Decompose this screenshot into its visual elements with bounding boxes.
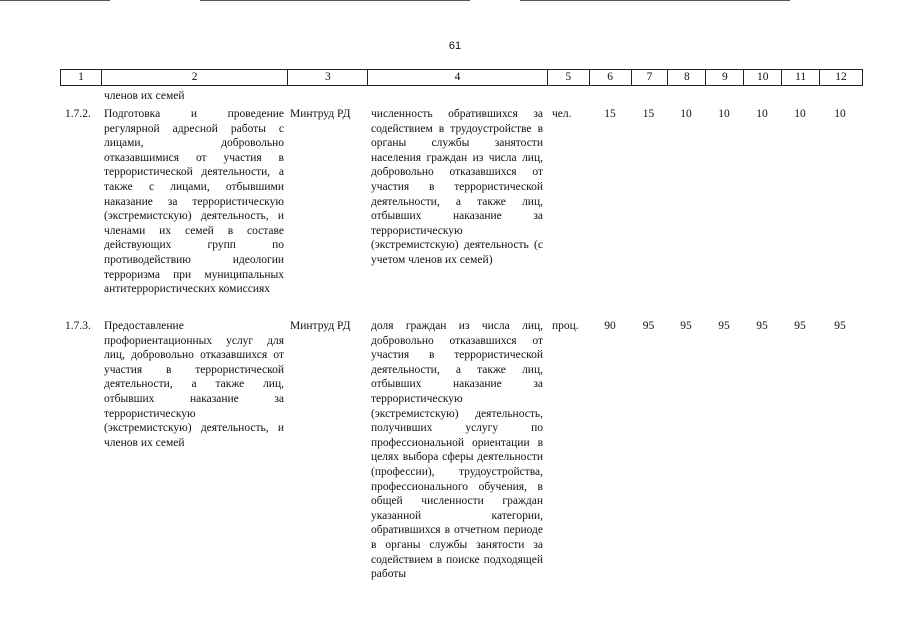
header-cell: 6: [590, 70, 632, 85]
header-cell: 4: [368, 70, 548, 85]
header-cell: 9: [706, 70, 744, 85]
header-cell: 3: [288, 70, 368, 85]
value-cell: 95: [718, 320, 730, 332]
value-cell: 95: [834, 320, 846, 332]
row-number: 1.7.2.: [65, 108, 91, 120]
measure-text: Подготовка и проведение регулярной адресной работы с лицами, добровольно отказавшимися от участия в террористической деятельности, а также с лицами, отбывшими наказание за террористическую (экстремистскую) деятельность, и членами их семей в составе действующих групп по противодействию идеологии терроризма при муниципальных антитеррористических комиссиях: [104, 108, 284, 296]
value-cell: 95: [680, 320, 692, 332]
executor-text: Минтруд РД: [290, 108, 351, 120]
value-cell: 10: [756, 108, 768, 120]
value-cell: 15: [642, 108, 655, 120]
value-cell: 95: [756, 320, 768, 332]
table-header: [60, 69, 863, 86]
value-cell: 10: [718, 108, 730, 120]
row-number: 1.7.3.: [65, 320, 91, 332]
top-edge-line: [200, 0, 470, 1]
top-edge-line: [0, 0, 110, 1]
executor-text: Минтруд РД: [290, 320, 351, 332]
value-cell: 10: [794, 108, 806, 120]
value-cell: 90: [604, 320, 616, 332]
indicator-text: доля граждан из числа лиц, добровольно отказавшихся от участия в террористической деятельности, а также лиц, отбывших наказание за террористическую (экстремистскую) деятельность, получивших услугу по профессиональной ориентации в целях выбора сферы деятельности (профессии), трудоустройства, профессионального обучения, в общей численности граждан указанной категории, обратившихся в отчетном периоде в органы службы занятости за содействием в поиске подходящей работы: [371, 320, 543, 581]
value-cell: 15: [604, 108, 616, 120]
top-edge-line: [520, 0, 790, 1]
header-cell: 12: [835, 71, 847, 83]
value-cell: 95: [642, 320, 655, 332]
header-cell: 2: [102, 70, 289, 85]
continuation-text: членов их семей: [104, 90, 185, 102]
header-cell: 7: [632, 70, 669, 85]
header-cell: 10: [744, 70, 782, 85]
value-cell: 95: [794, 320, 806, 332]
header-cell: 8: [668, 70, 706, 85]
measure-text: Предоставление профориентационных услуг для лиц, добровольно отказавшихся от участия в террористической деятельности, а также лиц, отбывших наказание за террористическую (экстремистскую) деятельность, и членов их семей: [104, 320, 284, 449]
unit-text: проц.: [552, 320, 579, 332]
value-cell: 10: [680, 108, 692, 120]
header-cell: 5: [548, 70, 590, 85]
value-cell: 10: [834, 108, 846, 120]
unit-text: чел.: [552, 108, 572, 120]
header-cell: 1: [61, 70, 102, 85]
header-cell: 11: [782, 70, 820, 85]
indicator-text: численность обратившихся за содействием в трудоустройстве в органы службы занятости населения граждан из числа лиц, добровольно отказавшихся от участия в террористической деятельности, а также лиц, отбывших наказание за террористическую (экстремистскую) деятельность (с учетом членов их семей): [371, 108, 543, 266]
page-number: 61: [448, 40, 462, 52]
